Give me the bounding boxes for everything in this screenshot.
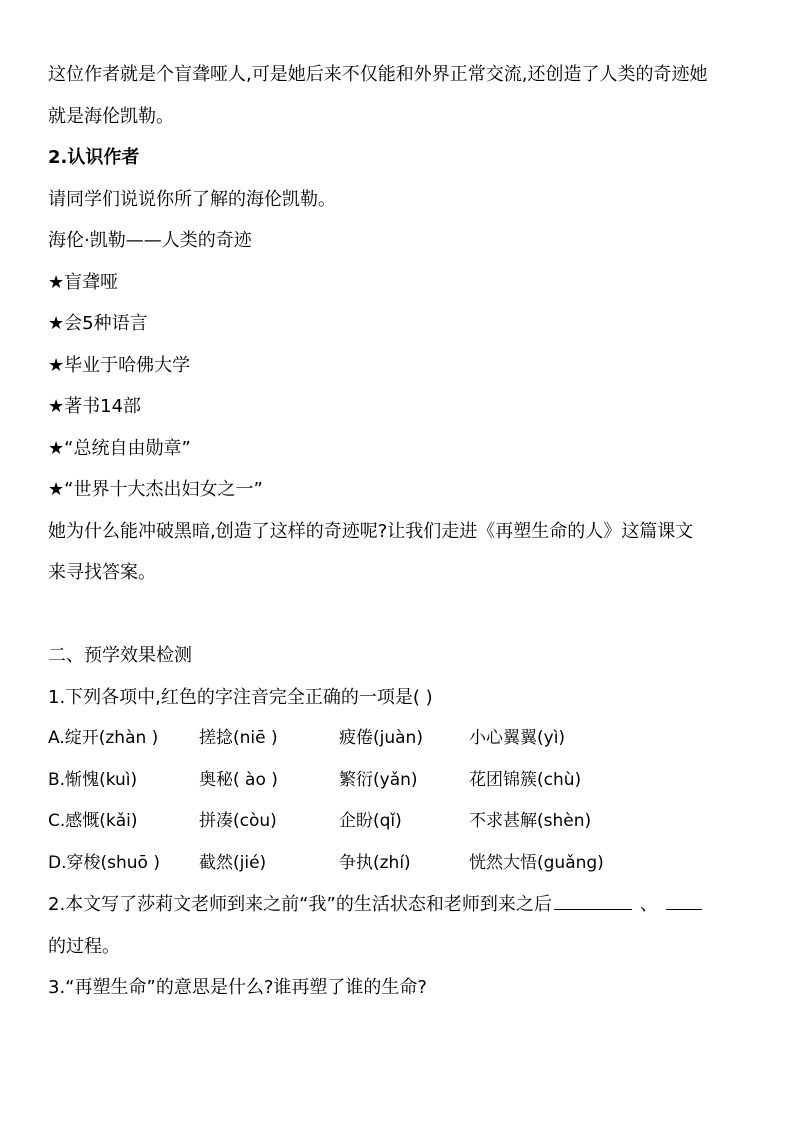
option-item: 企盼(qǐ) <box>339 811 402 831</box>
author-closing-line-1: 她为什么能冲破黑暗,创造了这样的奇迹呢?让我们走进《再塑生命的人》这篇课文 <box>48 520 694 542</box>
author-fact: ★“总统自由勋章” <box>48 437 191 459</box>
spacer <box>48 594 748 636</box>
question-1-option-d <box>48 843 748 885</box>
author-fact: ★毕业于哈佛大学 <box>48 354 191 376</box>
author-subtitle: 海伦·凯勒——人类的奇迹 <box>48 230 252 251</box>
author-fact: ★盲聋哑 <box>48 271 119 293</box>
option-item: 奥秘( ào ) <box>199 769 278 790</box>
section-heading-check: 二、预学效果检测 <box>48 645 192 666</box>
option-item: 花团锦簇(chù) <box>469 769 582 790</box>
intro-line-2: 就是海伦凯勒。 <box>48 105 174 127</box>
question-1-option-c <box>48 801 748 843</box>
author-fact: ★“世界十大杰出妇女之一” <box>48 479 263 500</box>
option-item: 小心翼翼(yì) <box>469 728 566 748</box>
question-1-stem: 1.下列各项中,红色的字注音完全正确的一项是( ) <box>48 686 433 708</box>
author-prompt: 请同学们说说你所了解的海伦凯勒。 <box>48 188 336 210</box>
option-item: 繁衍(yǎn) <box>339 769 418 790</box>
author-closing-line-2: 来寻找答案。 <box>48 562 156 583</box>
option-item: C.感慨(kǎi) <box>48 811 138 831</box>
option-item: 不求甚解(shèn) <box>469 811 592 831</box>
option-item: 搓捻(niē ) <box>199 728 278 748</box>
option-item: B.惭愧(kuì) <box>48 769 138 790</box>
option-item: 恍然大悟(guǎng) <box>469 852 604 873</box>
answer-blank-2[interactable] <box>666 891 702 910</box>
option-item: A.绽开(zhàn ) <box>48 728 159 748</box>
option-item: 疲倦(juàn) <box>339 728 423 748</box>
answer-blank-1[interactable] <box>554 891 632 910</box>
option-item: D.穿梭(shuō ) <box>48 852 160 873</box>
section-heading-author: 2.认识作者 <box>48 147 140 168</box>
option-item: 拼凑(còu) <box>199 811 277 831</box>
blank-separator: 、 <box>639 894 658 915</box>
document-page <box>48 54 748 1009</box>
question-3-stem: 3.“再塑生命”的意思是什么?谁再塑了谁的生命? <box>48 977 427 998</box>
option-item: 争执(zhí) <box>339 852 411 873</box>
option-item: 截然(jié) <box>199 852 267 873</box>
question-1-option-a <box>48 718 748 760</box>
question-2-line-2: 的过程。 <box>48 935 120 957</box>
author-fact: ★会5种语言 <box>48 313 148 334</box>
question-2-text: 2.本文写了莎莉文老师到来之前“我”的生活状态和老师到来之后 <box>48 894 552 915</box>
question-1-option-b <box>48 760 748 802</box>
intro-line-1: 这位作者就是个盲聋哑人,可是她后来不仅能和外界正常交流,还创造了人类的奇迹她 <box>48 64 708 85</box>
question-2-line-1 <box>48 884 748 926</box>
author-fact: ★著书14部 <box>48 396 142 417</box>
